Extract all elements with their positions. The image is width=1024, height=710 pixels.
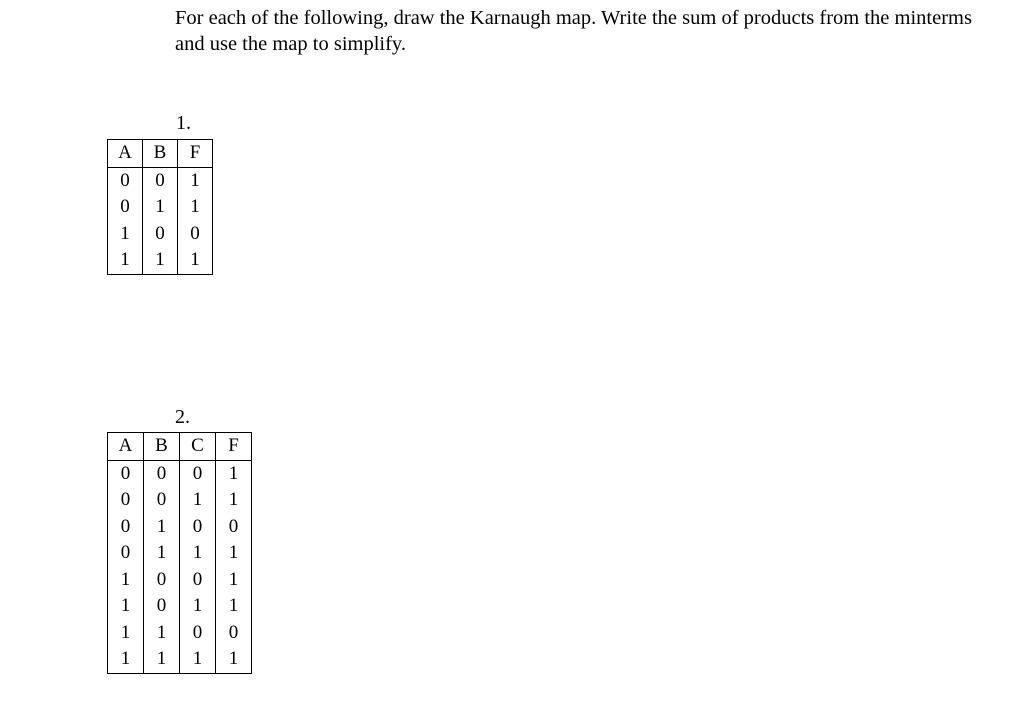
truth-table-2 [107,432,252,674]
truth-table-header-row [108,140,213,168]
cell-c: 0 [180,620,216,647]
truth-table-header-row [108,433,252,461]
table-row [108,194,213,221]
table-row [108,514,252,541]
cell-b: 0 [144,460,180,487]
header-f: F [178,140,213,168]
cell-b: 1 [144,620,180,647]
header-b: B [143,140,178,168]
cell-c: 1 [180,646,216,673]
cell-c: 1 [180,540,216,567]
cell-b: 1 [144,514,180,541]
cell-a: 0 [120,462,131,484]
cell-a: 1 [120,621,131,643]
cell-f: 1 [178,247,213,274]
cell-a: 1 [120,222,130,244]
cell-c: 0 [180,460,216,487]
cell-b: 1 [144,540,180,567]
table-row [108,646,252,673]
table-row [108,247,213,274]
cell-a: 0 [120,542,131,564]
cell-a: 0 [120,169,130,191]
cell-b: 0 [144,567,180,594]
cell-b: 0 [143,221,178,248]
truth-table-1 [107,139,213,275]
cell-c: 0 [180,567,216,594]
header-b: B [144,433,180,461]
cell-a: 1 [120,568,131,590]
cell-f: 0 [216,514,252,541]
cell-a: 0 [120,515,131,537]
cell-a: 0 [120,196,130,218]
cell-c: 1 [180,593,216,620]
cell-a: 1 [120,595,131,617]
cell-b: 1 [143,194,178,221]
cell-a: 0 [120,489,131,511]
table-row [108,567,252,594]
problem-1-label: 1. [176,112,191,134]
cell-b: 1 [143,247,178,274]
header-c: C [180,433,216,461]
header-a: A [108,433,144,461]
cell-b: 0 [143,167,178,194]
cell-a: 1 [120,648,131,670]
cell-f: 0 [178,221,213,248]
cell-f: 0 [216,620,252,647]
problem-2-label: 2. [175,406,190,428]
cell-f: 1 [216,593,252,620]
table-row [108,620,252,647]
cell-c: 1 [180,487,216,514]
cell-f: 1 [216,540,252,567]
instructions-text: For each of the following, draw the Karnaugh map. Write the sum of products from the minterms and use the map to simplify. [175,7,972,55]
cell-f: 1 [216,567,252,594]
header-a: A [108,140,143,168]
table-row [108,593,252,620]
cell-c: 0 [180,514,216,541]
cell-f: 1 [216,487,252,514]
cell-f: 1 [178,167,213,194]
cell-b: 1 [144,646,180,673]
cell-b: 0 [144,487,180,514]
table-row [108,460,252,487]
cell-f: 1 [216,460,252,487]
cell-b: 0 [144,593,180,620]
table-row [108,487,252,514]
cell-f: 1 [178,194,213,221]
table-row [108,221,213,248]
table-row [108,167,213,194]
cell-f: 1 [216,646,252,673]
header-f: F [216,433,252,461]
table-row [108,540,252,567]
cell-a: 1 [120,249,130,271]
